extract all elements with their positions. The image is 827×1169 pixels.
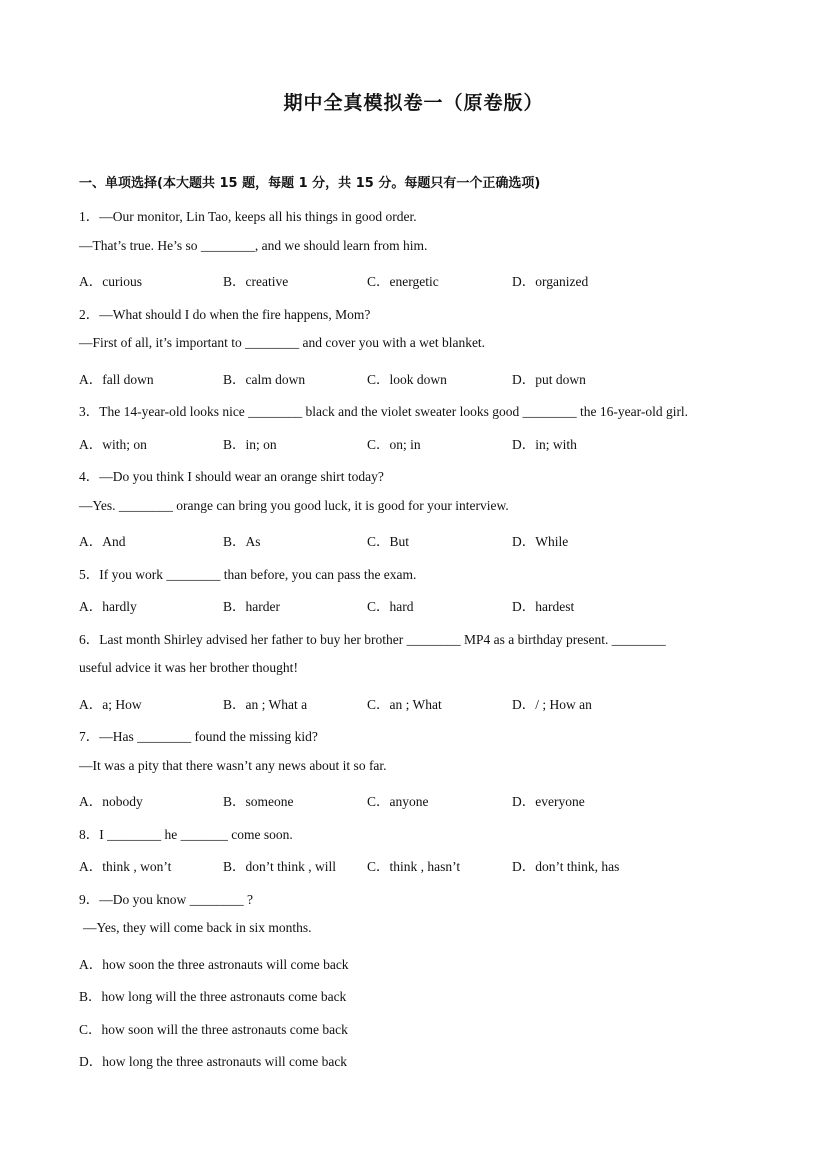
question-7-line2: —It was a pity that there wasn’t any news about it so far. (79, 758, 387, 773)
question-8-option-d[interactable]: D．don’t think, has (512, 859, 620, 874)
question-6-option-c[interactable]: C．an ; What (367, 697, 442, 712)
question-1-line2: —That’s true. He’s so ________, and we should learn from him. (79, 238, 428, 253)
question-8-option-b[interactable]: B．don’t think , will (223, 859, 337, 874)
question-1-option-b[interactable]: B．creative (223, 274, 289, 289)
question-8-stem: 8．I ________ he _______ come soon. (79, 827, 293, 842)
section-heading: 一、单项选择(本大题共 15 题，每题 1 分，共 15 分。每题只有一个正确选项) (79, 176, 541, 191)
question-5-option-c[interactable]: C．hard (367, 599, 414, 614)
question-5-option-a[interactable]: A．hardly (79, 599, 137, 614)
question-7-option-a[interactable]: A．nobody (79, 794, 143, 809)
question-1-option-d[interactable]: D．organized (512, 274, 589, 289)
question-2-stem: 2．—What should I do when the fire happens, Mom? (79, 307, 371, 322)
question-3-stem: 3．The 14-year-old looks nice ________ black and the violet sweater looks good ________ the 16-year-old girl. (79, 404, 689, 419)
question-7-option-c[interactable]: C．anyone (367, 794, 429, 809)
question-6-option-a[interactable]: A．a; How (79, 697, 142, 712)
question-2-line2: —First of all, it’s important to ________ and cover you with a wet blanket. (79, 335, 486, 350)
question-3-option-d[interactable]: D．in; with (512, 437, 577, 452)
question-9-stem: 9．—Do you know ________ ? (79, 892, 253, 907)
question-9-option-b[interactable]: B．how long will the three astronauts come back (79, 989, 347, 1004)
question-4-line2: —Yes. ________ orange can bring you good luck, it is good for your interview. (79, 498, 509, 513)
question-2-option-d[interactable]: D．put down (512, 372, 586, 387)
page-title: 期中全真模拟卷一（原卷版） (283, 92, 544, 114)
question-7-option-b[interactable]: B．someone (223, 794, 294, 809)
question-5-option-b[interactable]: B．harder (223, 599, 280, 614)
question-4-option-c[interactable]: C．But (367, 534, 410, 549)
question-2-option-b[interactable]: B．calm down (223, 372, 306, 387)
question-1-option-a[interactable]: A．curious (79, 274, 142, 289)
question-9-option-d[interactable]: D．how long the three astronauts will come back (79, 1054, 348, 1069)
question-5-stem: 5．If you work ________ than before, you can pass the exam. (79, 567, 417, 582)
question-3-option-b[interactable]: B．in; on (223, 437, 277, 452)
question-1-option-c[interactable]: C．energetic (367, 274, 439, 289)
question-4-option-b[interactable]: B．As (223, 534, 261, 549)
question-4-option-d[interactable]: D．While (512, 534, 569, 549)
question-8-option-a[interactable]: A．think , won’t (79, 859, 172, 874)
question-8-option-c[interactable]: C．think , hasn’t (367, 859, 461, 874)
question-9-option-c[interactable]: C．how soon will the three astronauts come back (79, 1022, 348, 1037)
question-9-option-a[interactable]: A．how soon the three astronauts will come back (79, 957, 349, 972)
question-7-stem: 7．—Has ________ found the missing kid? (79, 729, 318, 744)
question-6-option-b[interactable]: B．an ; What a (223, 697, 308, 712)
question-4-option-a[interactable]: A．And (79, 534, 126, 549)
question-6-line2: useful advice it was her brother thought! (79, 660, 298, 675)
question-2-option-c[interactable]: C．look down (367, 372, 447, 387)
question-2-option-a[interactable]: A．fall down (79, 372, 154, 387)
question-6-stem: 6．Last month Shirley advised her father to buy her brother ________ MP4 as a birthday present. ________ (79, 632, 666, 647)
question-1-stem: 1．—Our monitor, Lin Tao, keeps all his things in good order. (79, 209, 417, 224)
question-3-option-c[interactable]: C．on; in (367, 437, 421, 452)
question-9-line2: —Yes, they will come back in six months. (83, 920, 312, 935)
question-7-option-d[interactable]: D．everyone (512, 794, 585, 809)
question-4-stem: 4．—Do you think I should wear an orange shirt today? (79, 469, 384, 484)
question-6-option-d[interactable]: D．/ ; How an (512, 697, 592, 712)
question-5-option-d[interactable]: D．hardest (512, 599, 575, 614)
question-3-option-a[interactable]: A．with; on (79, 437, 147, 452)
